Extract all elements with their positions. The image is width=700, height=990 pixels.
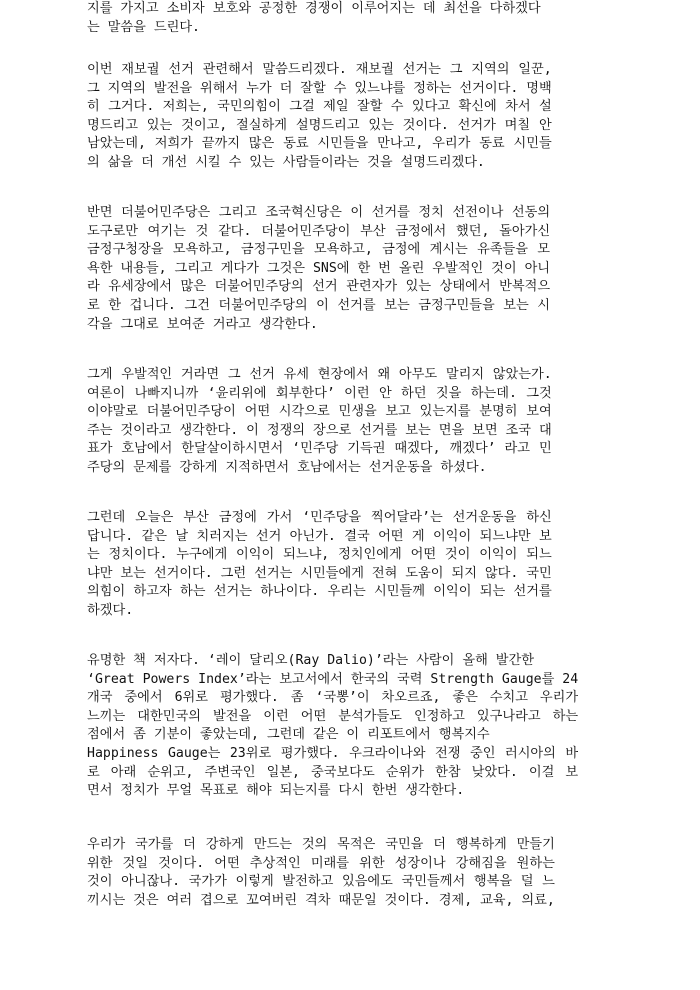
text-line: 금정구청장을 모욕하고, 금정구민을 모욕하고, 금정에 계시는 유족들을 모 [87,242,551,258]
text-line: 히 그거다. 저희는, 국민의힘이 그걸 제일 잘할 수 있다고 확신에 차서 설 [87,99,552,115]
paragraph-6 [87,652,578,801]
text-line: 라 유세장에서 많은 더불어민주당의 선거 관련자가 있는 상태에서 반복적으 [87,279,551,295]
text-line: 표가 호남에서 한달살이하시면서 ‘민주당 기득권 때겠다, 깨겠다’ 라고 민 [87,441,552,457]
text-line: 그런데 오늘은 부산 금정에 가서 ‘민주당을 찍어달라’는 선거운동을 하신 [87,510,552,525]
text-line: 남았는데, 저희가 끝까지 많은 동료 시민들을 만나고, 우리가 동료 시민들 [87,136,552,152]
text-line: 의 삶을 더 개선 시킬 수 있는 사람들이라는 것을 설명드리겠다. [87,154,485,170]
text-line: 각을 그대로 보여준 거라고 생각한다. [87,316,318,332]
text-line: 유명한 책 저자다. ‘레이 달리오(Ray Dalio)’라는 사람이 올해 발간한 [87,653,534,668]
text-line: 그 지역의 발전을 위해서 누가 더 잘할 수 있느냐를 정하는 선거이다. 명백 [87,80,552,96]
text-line: 주는 것이라고 생각한다. 이 정쟁의 장으로 선거를 보는 면을 보면 조국 대 [87,422,552,438]
text-line: 명드리고 있는 것이고, 절실하게 설명드리고 있는 것이다. 선거가 며칠 안 [87,117,552,133]
text-line: 로 아래 순위고, 주변국인 일본, 중국보다도 순위가 한참 낮았다. 이걸 보 [87,764,579,780]
text-line: 의힘이 하고자 하는 선거는 하나이다. 우리는 시민들께 이익이 되는 선거를 [87,584,552,600]
text-line: 이번 재보궐 선거 관련해서 말씀드리겠다. 재보궐 선거는 그 지역의 일꾼, [87,62,552,77]
text-line: 로 한 겁니다. 그건 더불어민주당의 이 선거를 보는 금정구민들을 보는 시 [87,297,551,313]
paragraph-3 [87,204,550,334]
text-line: 그게 우발적인 거라면 그 선거 유세 현장에서 왜 아무도 말리지 않았는가. [87,367,552,382]
text-line: 주당의 문제를 강하게 지적하면서 호남에서는 선거운동을 하셨다. [87,459,487,475]
text-line: 점에서 좀 기분이 좋았는데, 그런데 같은 이 리포트에서 행복지수 [87,727,490,743]
paragraph-2 [87,61,552,173]
text-line: 반면 더불어민주당은 그리고 조국혁신당은 이 선거를 정치 선전이나 선동의 [87,205,551,220]
text-line: Happiness Gauge는 23위로 평가했다. 우크라이나와 전쟁 중인 러시아의 바 [87,745,579,761]
text-line: 것이 아니잖나. 국가가 이렇게 발전하고 있음에도 국민들께서 행복을 덜 느 [87,874,555,890]
text-line: 는 말씀을 드린다. [87,19,200,35]
text-line: 느끼는 대한민국의 발전을 이런 어떤 분석가들도 인정하고 있구나라고 하는 [87,708,579,724]
text-line: 여론이 나빠지니까 ‘윤리위에 회부한다’ 이런 안 하던 짓을 하는데. 그것 [87,385,552,401]
paragraph-5 [87,509,552,621]
paragraph-1 [87,0,541,37]
text-line: 우리가 국가를 더 강하게 만드는 것의 목적은 국민을 더 행복하게 만들기 [87,837,555,852]
text-line: 답니다. 같은 날 치러지는 선거 아닌가. 결국 어떤 게 이익이 되느냐만 보 [87,528,552,544]
text-line: ‘Great Powers Index’라는 보고서에서 한국의 국력 Strength Gauge를 24 [87,671,579,687]
text-line: 위한 것일 것이다. 어떤 추상적인 미래를 위한 성장이나 강해짐을 원하는 [87,855,555,871]
text-line: 끼시는 것은 여러 겹으로 꼬여버린 격차 때문일 것이다. 경제, 교육, 의료, [87,892,555,908]
text-line: 면서 정치가 무얼 목표로 해야 되는지를 다시 한번 생각한다. [87,783,465,799]
paragraph-4 [87,366,552,478]
text-line: 지를 가지고 소비자 보호와 공정한 경쟁이 이루어지는 데 최선을 다하겠다 [87,1,541,16]
text-line: 욕한 내용들, 그리고 게다가 그것은 SNS에 한 번 올린 우발적인 것이 아니 [87,260,551,276]
text-line: 이야말로 더불어민주당이 어떤 시각으로 민생을 보고 있는지를 분명히 보여 [87,404,552,420]
text-line: 개국 중에서 6위로 평가했다. 좀 ‘국뽕’이 차오르죠, 좋은 수치고 우리가 [87,690,579,706]
text-line: 하겠다. [87,602,134,618]
text-line: 냐만 보는 선거이다. 그런 선거는 시민들에게 전혀 도움이 되지 않다. 국민 [87,565,552,581]
text-line: 도구로만 여기는 것 같다. 더불어민주당이 부산 금정에서 했던, 돌아가신 [87,223,551,239]
paragraph-7 [87,836,555,910]
text-line: 는 정치이다. 누구에게 이익이 되느냐, 정치인에게 어떤 것이 이익이 되느 [87,547,552,563]
